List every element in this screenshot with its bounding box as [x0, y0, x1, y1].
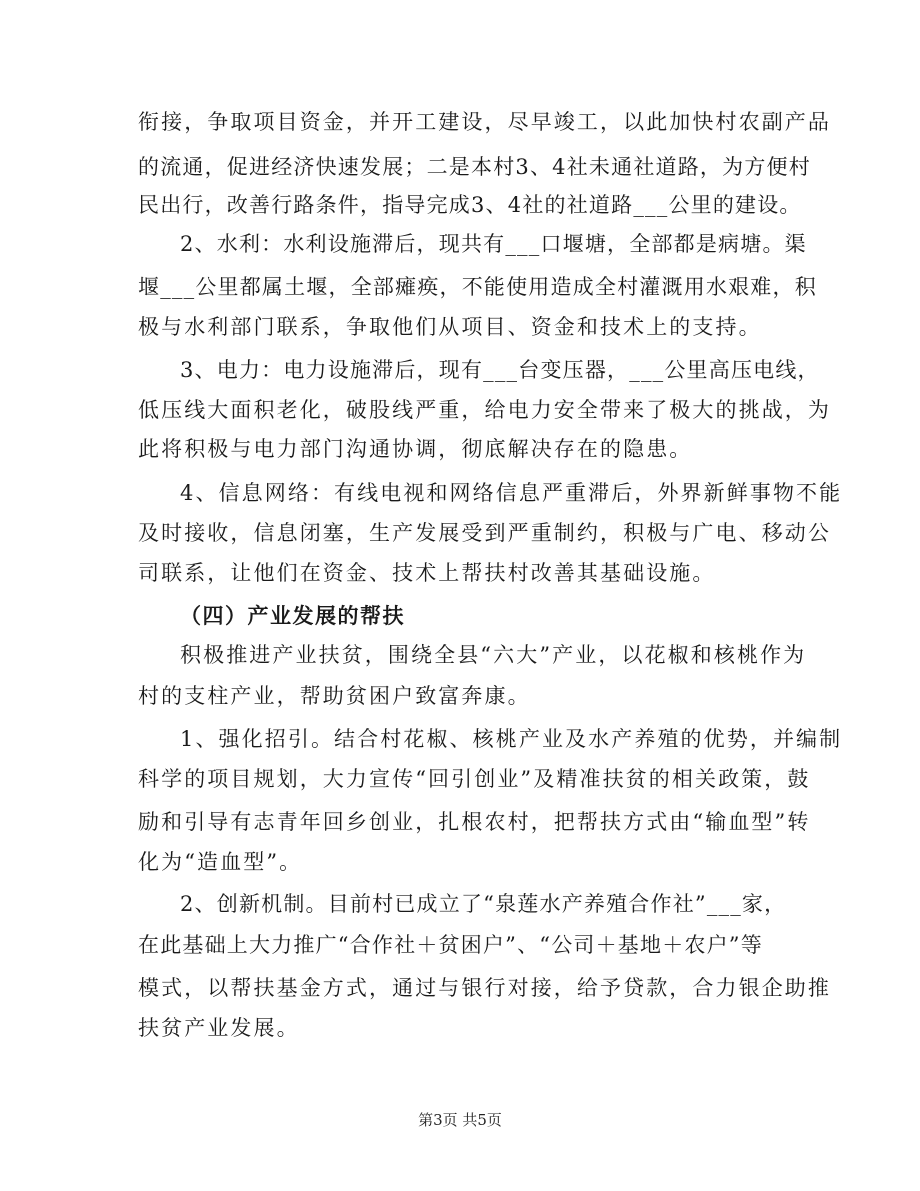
- body-line: 民出行，改善行路条件，指导完成3、4社的社道路___公里的建设。: [138, 193, 802, 217]
- body-line: 的流通，促进经济快速发展；二是本村3、4社未通社道路，为方便村: [138, 155, 811, 179]
- body-line: 励和引导有志青年回乡创业，扎根农村，把帮扶方式由“输血型”转: [138, 810, 811, 834]
- body-line: 化为“造血型”。: [138, 850, 303, 874]
- paragraph-start-line: 1、强化招引。结合村花椒、核桃产业及水产养殖的优势，并编制: [180, 727, 843, 751]
- page-number-footer: 第3页 共5页: [418, 1111, 502, 1129]
- body-line: 村的支柱产业，帮助贫困户致富奔康。: [138, 684, 531, 708]
- body-line: 扶贫产业发展。: [138, 1016, 300, 1040]
- paragraph-start-line: 积极推进产业扶贫，围绕全县“六大”产业，以花椒和核桃作为: [180, 643, 807, 667]
- section-heading: （四）产业发展的帮扶: [180, 604, 405, 628]
- body-line: 科学的项目规划，大力宣传“回引创业”及精准扶贫的相关政策，鼓: [138, 767, 811, 791]
- body-line: 堰___公里都属土堰，全部瘫痪，不能使用造成全村灌溉用水艰难，积: [138, 275, 817, 299]
- body-line: 此将积极与电力部门沟通协调，彻底解决存在的隐患。: [138, 437, 693, 461]
- body-line: 模式，以帮扶基金方式，通过与银行对接，给予贷款，合力银企助推: [138, 976, 831, 1000]
- body-line: 低压线大面积老化，破股线严重，给电力安全带来了极大的挑战，为: [138, 398, 831, 422]
- paragraph-start-line: 2、水利：水利设施滞后，现共有___口堰塘，全部都是病塘。渠: [180, 232, 807, 256]
- paragraph-start-line: 3、电力：电力设施滞后，现有___台变压器，___公里高压电线，: [180, 358, 820, 382]
- body-line: 司联系，让他们在资金、技术上帮扶村改善其基础设施。: [138, 561, 716, 585]
- body-line: 衔接，争取项目资金，并开工建设，尽早竣工，以此加快村农副产品: [138, 110, 831, 134]
- body-line: 在此基础上大力推广“合作社＋贫困户”、“公司＋基地＋农户”等: [138, 933, 763, 957]
- body-line: 极与水利部门联系，争取他们从项目、资金和技术上的支持。: [138, 315, 762, 339]
- paragraph-start-line: 4、信息网络：有线电视和网络信息严重滞后，外界新鲜事物不能: [180, 481, 843, 505]
- paragraph-start-line: 2、创新机制。目前村已成立了“泉莲水产养殖合作社”___家，: [180, 892, 787, 916]
- body-line: 及时接收，信息闭塞，生产发展受到严重制约，积极与广电、移动公: [138, 521, 831, 545]
